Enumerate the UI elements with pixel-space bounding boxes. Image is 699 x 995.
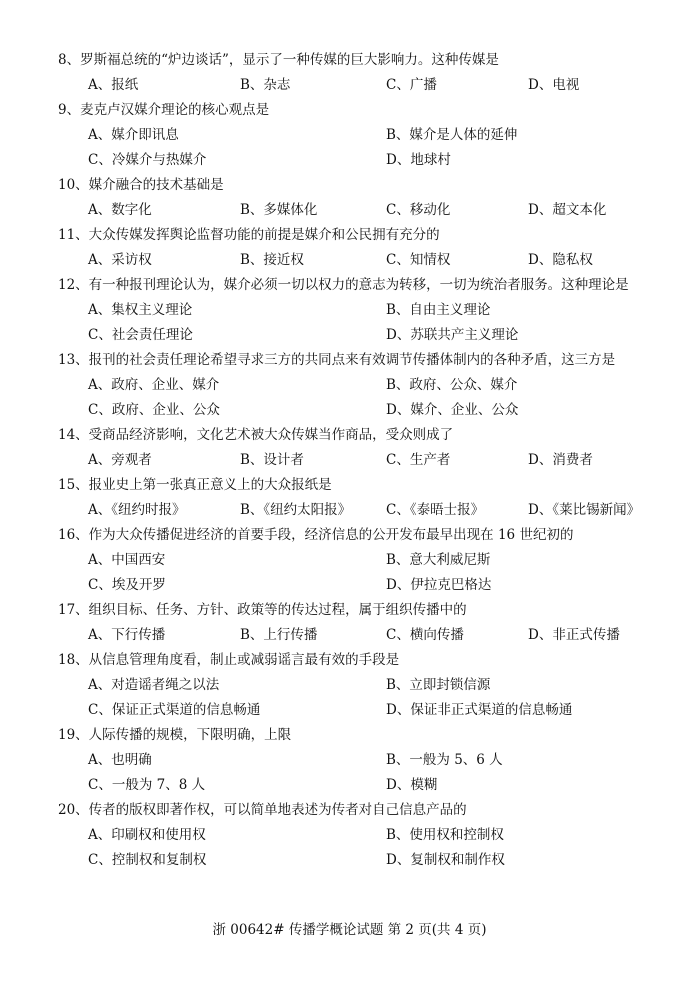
question-stem: 9、麦克卢汉媒介理论的核心观点是	[58, 102, 270, 118]
options-row	[58, 498, 699, 523]
option-d: D、消费者	[528, 452, 593, 468]
option-d: D、地球村	[386, 152, 451, 168]
option-b: B、自由主义理论	[386, 302, 491, 318]
question-20	[58, 798, 699, 873]
options-row	[58, 548, 699, 573]
option-d: D、非正式传播	[528, 627, 620, 643]
question-stem: 17、组织目标、任务、方针、政策等的传达过程，属于组织传播中的	[58, 602, 467, 618]
option-a: A、也明确	[88, 752, 152, 768]
options-row	[58, 373, 699, 398]
options-row	[58, 73, 699, 98]
option-c: C、广播	[386, 77, 437, 93]
option-c: C、知情权	[386, 252, 451, 268]
question-15	[58, 473, 699, 523]
question-stem: 20、传者的版权即著作权，可以简单地表述为传者对自己信息产品的	[58, 802, 467, 818]
question-8	[58, 48, 699, 98]
option-d: D、复制权和制作权	[386, 852, 505, 868]
option-a: A、采访权	[88, 252, 152, 268]
option-a: A、中国西安	[88, 552, 166, 568]
options-row	[58, 848, 699, 873]
options-row	[58, 573, 699, 598]
options-row	[58, 673, 699, 698]
option-a: A、《纽约时报》	[88, 502, 186, 518]
page-footer: 浙 00642# 传播学概论试题 第 2 页(共 4 页)	[212, 922, 487, 938]
question-stem: 16、作为大众传播促进经济的首要手段，经济信息的公开发布最早出现在 16 世纪初的	[58, 527, 574, 543]
option-b: B、使用权和控制权	[386, 827, 504, 843]
option-b: B、政府、公众、媒介	[386, 377, 518, 393]
option-a: A、数字化	[88, 202, 152, 218]
option-d: D、苏联共产主义理论	[386, 327, 519, 343]
option-a: A、集权主义理论	[88, 302, 193, 318]
options-row	[58, 148, 699, 173]
options-row	[58, 773, 699, 798]
option-c: C、社会责任理论	[88, 327, 193, 343]
options-row	[58, 198, 699, 223]
option-c: C、一般为 7、8 人	[88, 777, 206, 793]
question-stem: 18、从信息管理角度看，制止或减弱谣言最有效的手段是	[58, 652, 400, 668]
question-12	[58, 273, 699, 348]
option-a: A、下行传播	[88, 627, 166, 643]
option-b: B、一般为 5、6 人	[386, 752, 503, 768]
option-b: B、《纽约太阳报》	[240, 502, 352, 518]
option-a: A、印刷权和使用权	[88, 827, 206, 843]
option-b: B、意大利威尼斯	[386, 552, 491, 568]
option-d: D、隐私权	[528, 252, 593, 268]
question-13	[58, 348, 699, 423]
option-a: A、对造谣者绳之以法	[88, 677, 220, 693]
option-d: D、媒介、企业、公众	[386, 402, 519, 418]
options-row	[58, 448, 699, 473]
option-c: C、冷媒介与热媒介	[88, 152, 207, 168]
question-stem: 19、人际传播的规模，下限明确，上限	[58, 727, 292, 743]
question-10	[58, 173, 699, 223]
option-c: C、《泰晤士报》	[386, 502, 485, 518]
question-stem: 12、有一种报刊理论认为，媒介必须一切以权力的意志为转移，一切为统治者服务。这种理论是	[58, 277, 629, 293]
option-b: B、多媒体化	[240, 202, 318, 218]
question-11	[58, 223, 699, 273]
options-row	[58, 298, 699, 323]
option-c: C、埃及开罗	[88, 577, 166, 593]
option-b: B、上行传播	[240, 627, 318, 643]
question-14	[58, 423, 699, 473]
option-d: D、电视	[528, 77, 580, 93]
options-row	[58, 698, 699, 723]
option-a: A、政府、企业、媒介	[88, 377, 220, 393]
options-row	[58, 623, 699, 648]
question-stem: 15、报业史上第一张真正意义上的大众报纸是	[58, 477, 332, 493]
question-9	[58, 98, 699, 173]
option-b: B、设计者	[240, 452, 304, 468]
option-a: A、报纸	[88, 77, 139, 93]
question-stem: 13、报刊的社会责任理论希望寻求三方的共同点来有效调节传播体制内的各种矛盾，这三方是	[58, 352, 616, 368]
option-b: B、立即封锁信源	[386, 677, 491, 693]
options-row	[58, 248, 699, 273]
option-d: D、模糊	[386, 777, 438, 793]
option-d: D、伊拉克巴格达	[386, 577, 492, 593]
option-b: B、媒介是人体的延伸	[386, 127, 518, 143]
option-d: D、保证非正式渠道的信息畅通	[386, 702, 573, 718]
option-c: C、生产者	[386, 452, 451, 468]
options-row	[58, 823, 699, 848]
question-stem: 8、罗斯福总统的“炉边谈话”，显示了一种传媒的巨大影响力。这种传媒是	[58, 52, 499, 68]
question-17	[58, 598, 699, 648]
option-a: A、媒介即讯息	[88, 127, 179, 143]
question-stem: 11、大众传媒发挥舆论监督功能的前提是媒介和公民拥有充分的	[58, 227, 440, 243]
option-a: A、旁观者	[88, 452, 152, 468]
question-stem: 14、受商品经济影响，文化艺术被大众传媒当作商品，受众则成了	[58, 427, 454, 443]
question-stem: 10、媒介融合的技术基础是	[58, 177, 224, 193]
question-19	[58, 723, 699, 798]
option-c: C、政府、企业、公众	[88, 402, 220, 418]
option-b: B、接近权	[240, 252, 304, 268]
option-c: C、移动化	[386, 202, 451, 218]
option-c: C、保证正式渠道的信息畅通	[88, 702, 261, 718]
option-d: D、超文本化	[528, 202, 607, 218]
option-c: C、横向传播	[386, 627, 464, 643]
options-row	[58, 748, 699, 773]
option-c: C、控制权和复制权	[88, 852, 207, 868]
option-d: D、《莱比锡新闻》	[528, 502, 641, 518]
options-row	[58, 398, 699, 423]
question-16	[58, 523, 699, 598]
question-18	[58, 648, 699, 723]
option-b: B、杂志	[240, 77, 291, 93]
options-row	[58, 123, 699, 148]
options-row	[58, 323, 699, 348]
